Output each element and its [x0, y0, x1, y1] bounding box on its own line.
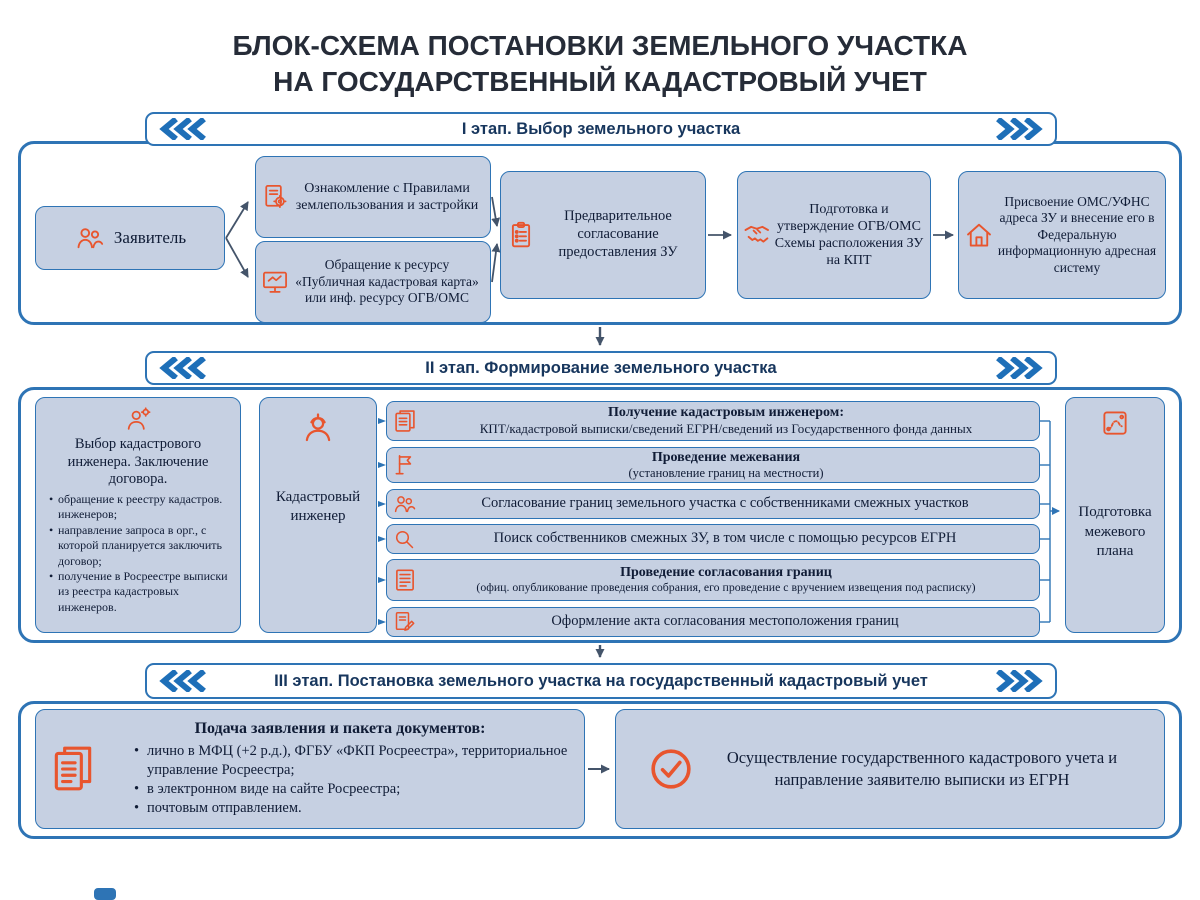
step-line1: Поиск собственников смежных ЗУ, в том числе с помощью ресурсов ЕГРН [493, 530, 957, 547]
plan-map-icon [1100, 408, 1130, 438]
stage1-header-label: I этап. Выбор земельного участка [461, 119, 741, 138]
step-row [386, 607, 1040, 637]
documents-icon [392, 408, 418, 434]
survey-plan-box [1065, 397, 1165, 633]
chevrons-left-icon [157, 670, 211, 692]
public-map-label: Обращение к ресурсу «Публичная кадастровая карта» или инф. ресурсу ОГВ/ОМС [295, 257, 479, 306]
handshake-icon [743, 220, 773, 250]
search-icon [392, 527, 416, 551]
address-assignment-box [958, 171, 1166, 299]
document-gear-icon [261, 183, 289, 211]
cadastral-engineer-box [259, 397, 377, 633]
scheme-approval-label: Подготовка и утверждение ОГВ/ОМС Схемы расположения ЗУ на КПТ [774, 201, 924, 269]
bullet-item: • почтовым отправлением. [134, 799, 570, 818]
clipboard-icon [506, 220, 536, 250]
page-title-line2: НА ГОСУДАРСТВЕННЫЙ КАДАСТРОВЫЙ УЧЕТ [273, 65, 927, 97]
step-line1: Получение кадастровым инженером: [608, 405, 844, 421]
bullet-item: • обращение к реестру кадастров. инженеров; [49, 492, 230, 523]
act-document-icon [392, 610, 416, 634]
step-line2: (офиц. опубликование проведения собрания, его проведение с вручением извещения под расписку) [476, 580, 976, 595]
stage2-header-label: II этап. Формирование земельного участка [425, 358, 777, 377]
step-line2: (установление границ на местности) [628, 465, 824, 480]
address-assignment-label: Присвоение ОМС/УФНС адреса ЗУ и внесение его в Федеральную информационную адресная систему [997, 193, 1157, 275]
step-line1: Проведение согласования границ [620, 565, 832, 581]
step-row [386, 489, 1040, 519]
applicant-label: Заявитель [113, 228, 187, 247]
applicant-box [35, 206, 225, 270]
application-submission-box [35, 709, 585, 829]
house-icon [964, 220, 994, 250]
stage3-header [145, 663, 1057, 699]
public-map-box [255, 241, 491, 323]
bullet-item: • в электронном виде на сайте Росреестра; [134, 780, 570, 799]
person-gear-icon [124, 406, 152, 434]
preliminary-approval-box [500, 171, 706, 299]
application-submission-title: Подача заявления и пакета документов: [194, 720, 486, 738]
application-submission-bullets [108, 742, 572, 817]
chevrons-right-icon [991, 670, 1045, 692]
registration-result-box [615, 709, 1165, 829]
rules-label: Ознакомление с Правилами землепользования и застройки [295, 180, 479, 213]
scheme-approval-box [737, 171, 931, 299]
stage1-header [145, 112, 1057, 146]
list-icon [392, 567, 418, 593]
step-line2: КПТ/кадастровой выписки/сведений ЕГРН/сведений из Государственного фонда данных [479, 420, 973, 436]
rules-box [255, 156, 491, 238]
monitor-icon [261, 268, 289, 296]
stage2-header [145, 351, 1057, 385]
check-circle-icon [648, 746, 694, 792]
step-line1: Согласование границ земельного участка с собственниками смежных участков [481, 495, 969, 512]
step-row [386, 524, 1040, 554]
page-title [0, 28, 1200, 100]
chevrons-left-icon [157, 118, 211, 140]
chevrons-left-icon [157, 357, 211, 379]
engineer-selection-box [35, 397, 241, 633]
bullet-item: • направление запроса в орг., с которой планируется заключить договор; [49, 523, 230, 569]
owners-group-icon [392, 492, 416, 516]
step-row [386, 447, 1040, 483]
step-line1: Проведение межевания [651, 449, 801, 465]
survey-plan-label: Подготовка межевого плана [1078, 504, 1152, 560]
bullet-item: • лично в МФЦ (+2 р.д.), ФГБУ «ФКП Росреестра», территориальное управление Росреестра; [134, 742, 570, 780]
engineer-selection-bullets [44, 492, 232, 615]
registration-result-label: Осуществление государственного кадастрового учета и направление заявителю выписки из ЕГРН [726, 747, 1118, 789]
engineer-selection-title: Выбор кадастрового инженера. Заключение договора. [67, 436, 209, 488]
page-bottom-artifact [94, 888, 116, 900]
engineer-icon [300, 410, 336, 446]
preliminary-approval-label: Предварительное согласование предоставления ЗУ [558, 208, 678, 260]
chevrons-right-icon [991, 118, 1045, 140]
people-icon [74, 223, 104, 253]
page-title-line1: БЛОК-СХЕМА ПОСТАНОВКИ ЗЕМЕЛЬНОГО УЧАСТКА [232, 30, 968, 61]
step-line1: Оформление акта согласования местоположения границ [551, 613, 899, 630]
cadastral-engineer-label: Кадастровый инженер [275, 489, 361, 524]
step-row [386, 401, 1040, 441]
step-row [386, 559, 1040, 601]
stage3-header-label: III этап. Постановка земельного участка на государственный кадастровый учет [274, 671, 928, 690]
application-documents-icon [48, 744, 98, 794]
bullet-item: • получение в Росреестре выписки из реестра кадастровых инженеров. [49, 569, 230, 615]
boundary-flag-icon [392, 452, 418, 478]
chevrons-right-icon [991, 357, 1045, 379]
